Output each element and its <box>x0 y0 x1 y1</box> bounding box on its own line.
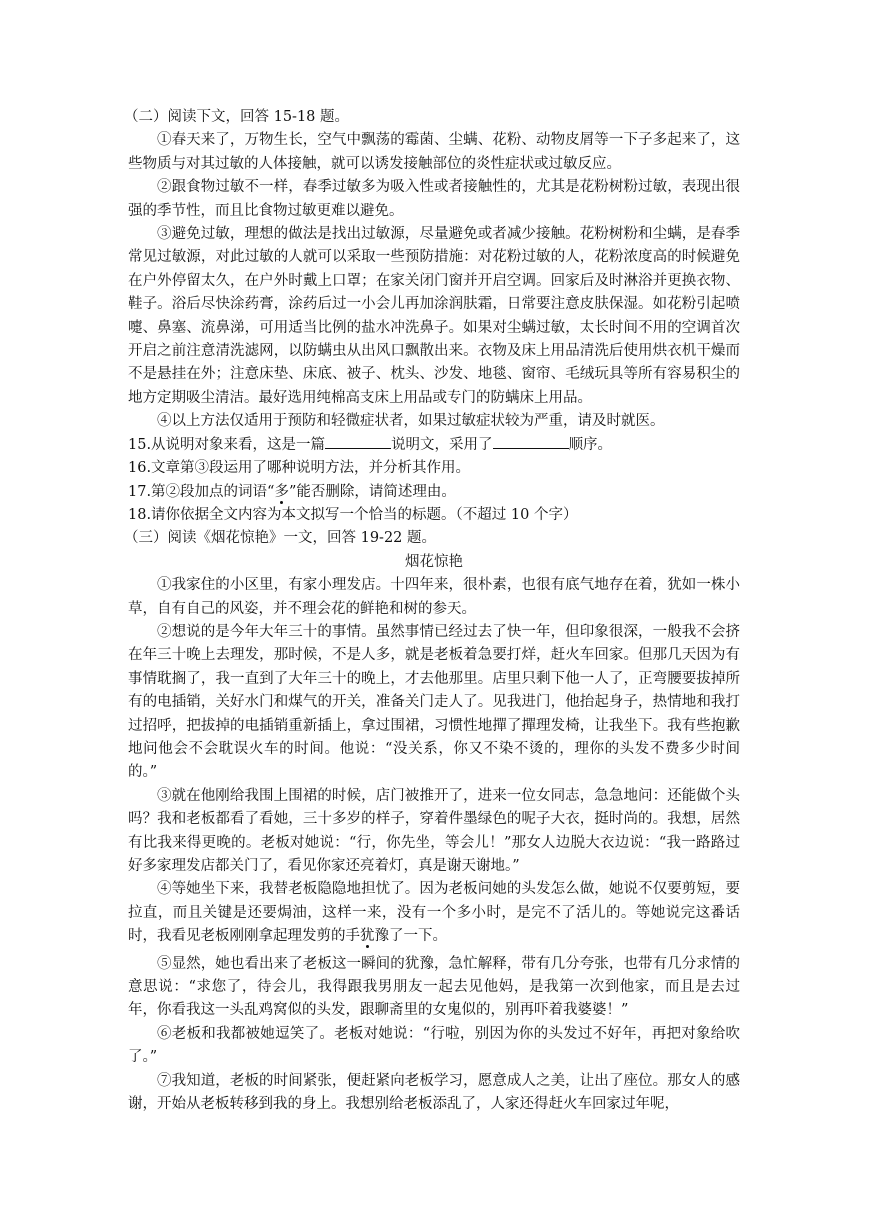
story-paragraph-6: ⑥老板和我都被她逗笑了。老板对她说：“行啦，别因为你的头发过不好年，再把对象给吹了。” <box>128 1025 740 1066</box>
question-15-text-c: 顺序。 <box>568 436 613 453</box>
story-paragraph-4 <box>128 878 740 948</box>
story-paragraph-7: ⑦我知道，老板的时间紧张，便赶紧向老板学习，愿意成人之美，让出了座位。那女人的感谢，开始从老板转移到我的身上。我想别给老板添乱了，人家还得赶火车回家过年呢， <box>128 1072 740 1113</box>
dotted-word-you: 犹 <box>360 928 375 945</box>
answer-blank-1[interactable] <box>325 434 391 449</box>
dotted-word-duo: 多 <box>274 483 289 500</box>
story-paragraph-2: ②想说的是今年大年三十的事情。虽然事情已经过去了快一年，但印象很深，一般我不会挤在年三十晚上去理发，那时候，不是人多，就是老板着急要打烊，赶火车回家。但那几天因为有事情耽搁了，我一直到了大年三十的晚上，才去他那里。店里只剩下他一人了，正弯腰要拔掉所有的电插销，关好水门和煤气的开关，准备关门走人了。见我进门，他抬起身子，热情地和我打过招呼，把拔掉的电插销重新插上，拿过围裙，习惯性地撣了撣理发椅，让我坐下。我有些抱歉地问他会不会耽误火车的时间。他说：“没关系，你又不染不烫的，理你的头发不费多少时间的。” <box>128 623 740 781</box>
question-15-text-b: 说明文，采用了 <box>391 436 493 453</box>
paragraph-4: ④以上方法仅适用于预防和轻微症状者，如果过敏症状较为严重，请及时就医。 <box>157 413 665 430</box>
question-17-text-b: ”能否删除，请简述理由。 <box>288 483 456 500</box>
document-page <box>124 106 740 1116</box>
question-18: 18.请你依据全文内容为本文拟写一个恰当的标题。（不超过 10 个字） <box>128 506 578 523</box>
section-two-heading: （二）阅读下文，回答 15-18 题。 <box>124 109 350 125</box>
story-paragraph-5: ⑤显然，她也看出来了老板这一瞬间的犹豫，急忙解释，带有几分夸张，也带有几分求情的意思说：“求您了，待会儿，我得跟我男朋友一起去见他妈，是我第一次到他家，而且是去过年，你看我这一头乱鸡窝似的头发，跟聊斋里的女鬼似的，别再吓着我婆婆！” <box>128 955 740 1019</box>
paragraph-1: ①春天来了，万物生长，空气中飘荡的霉菌、尘螨、花粉、动物皮屑等一下子多起来了，这些物质与对其过敏的人体接触，就可以诱发接触部位的炎性症状或过敏反应。 <box>128 132 740 172</box>
question-17 <box>128 481 740 504</box>
story-paragraph-3: ③就在他刚给我围上围裙的时候，店门被推开了，进来一位女同志，急急地问：还能做个头吗？我和老板都看了看她，三十多岁的样子，穿着件墨绿色的呢子大衣，挺时尚的。我想，居然有比我来得更晚的。老板对她说：“行，你先坐，等会儿！”那女人边脱大衣边说：“我一路路过好多家理发店都关门了，看见你家还亮着灯，真是谢天谢地。” <box>128 787 740 874</box>
question-17-text-a: 17.第②段加点的词语“ <box>128 483 275 500</box>
answer-blank-2[interactable] <box>493 434 569 449</box>
story-paragraph-4-text-b: 豫了一下。 <box>374 928 447 945</box>
section-three-heading: （三）阅读《烟花惊艳》一文，回答 19-22 题。 <box>124 530 437 547</box>
question-15-text-a: 15.从说明对象来看，这是一篇 <box>128 436 326 453</box>
story-paragraph-4-text-a: ④等她坐下来，我替老板隐隐地担忧了。因为老板问她的头发怎么做，她说不仅要剪短，要拉直，而且关键是还要焗油，这样一来，没有一个多小时，是完不了活儿的。等她说完这番话时，我看见老板刚刚拿起理发剪的手 <box>128 881 740 945</box>
question-15 <box>128 434 740 457</box>
question-16: 16.文章第③段运用了哪种说明方法，并分析其作用。 <box>128 460 471 477</box>
story-paragraph-1: ①我家住的小区里，有家小理发店。十四年来，很朴素，也很有底气地存在着，犹如一株小草，自有自己的风姿，并不理会花的鲜艳和树的参天。 <box>128 577 740 617</box>
article-title: 烟花惊艳 <box>405 553 463 570</box>
paragraph-2: ②跟食物过敏不一样，春季过敏多为吸入性或者接触性的，尤其是花粉树粉过敏，表现出很强的季节性，而且比食物过敏更难以避免。 <box>128 179 740 219</box>
paragraph-3: ③避免过敏，理想的做法是找出过敏源，尽量避免或者减少接触。花粉树粉和尘螨，是春季常见过敏源，对此过敏的人就可以采取一些预防措施：对花粉过敏的人，花粉浓度高的时候避免在户外停留太久，在户外时戴上口罩；在家关闭门窗并开启空调。回家后及时淋浴并更换衣物、鞋子。浴后尽快涂药膏，涂药后过一小会儿再加涂润肤霜，日常要注意皮肤保湿。如花粉引起喷嚏、鼻塞、流鼻涕，可用适当比例的盐水冲洗鼻子。如果对尘螨过敏，太长时间不用的空调首次开启之前注意清洗滤网，以防螨虫从出风口飘散出来。衣物及床上用品清洗后使用烘衣机干燥而不是悬挂在外；注意床垫、床底、被子、枕头、沙发、地毯、窗帘、毛绒玩具等所有容易积尘的地方定期吸尘清洁。最好选用纯棉高支床上用品或专门的防螨床上用品。 <box>128 226 740 406</box>
